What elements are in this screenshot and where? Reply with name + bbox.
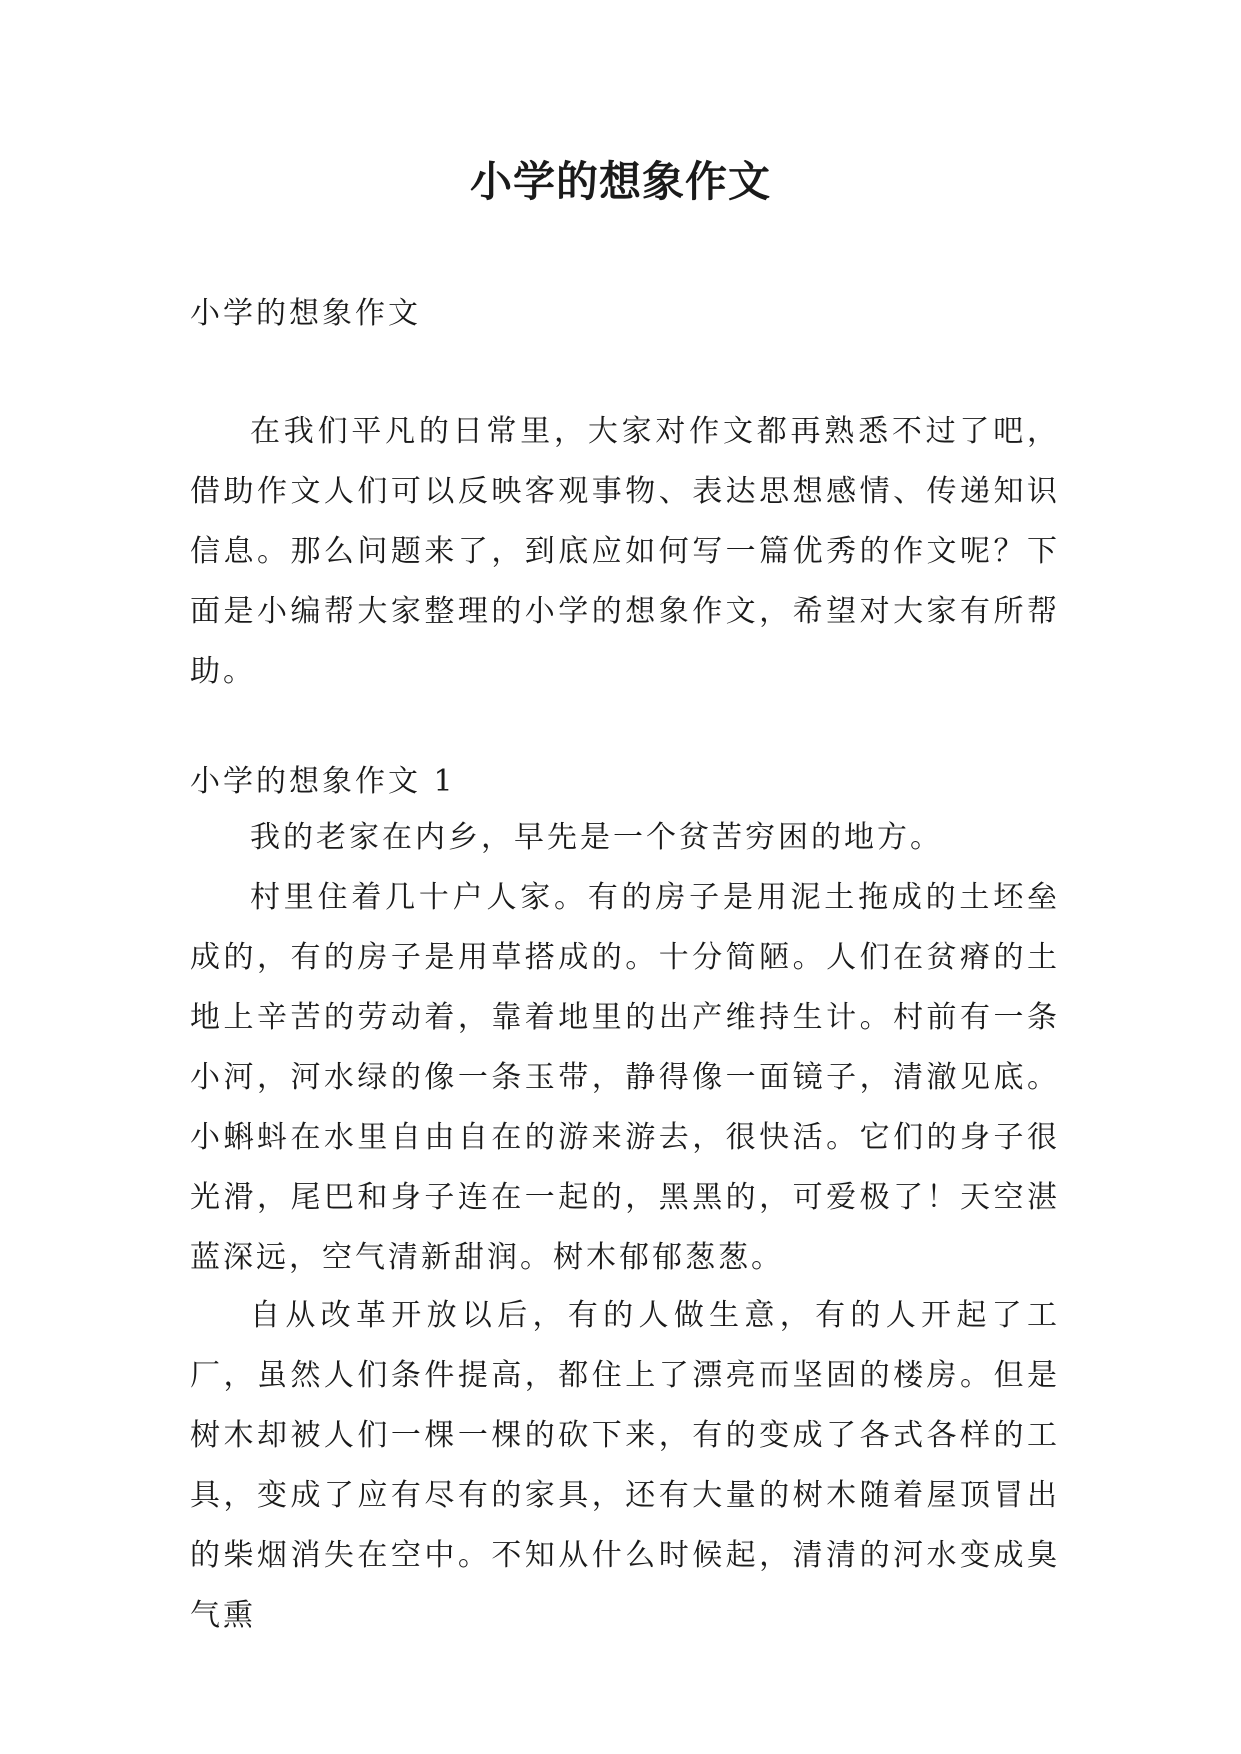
section-paragraph: 自从改革开放以后，有的人做生意，有的人开起了工厂，虽然人们条件提高，都住上了漂亮而坚固的楼房。但是树木却被人们一棵一棵的砍下来，有的变成了各式各样的工具，变成了应有尽有的家具，还有大量的树木随着屋顶冒出的柴烟消失在空中。不知从什么时候起，清清的河水变成臭气熏 <box>190 1298 1060 1633</box>
intro-paragraph: 在我们平凡的日常里，大家对作文都再熟悉不过了吧，借助作文人们可以反映客观事物、表达思想感情、传递知识信息。那么问题来了，到底应如何写一篇优秀的作文呢？下面是小编帮大家整理的小学的想象作文，希望对大家有所帮助。 <box>190 414 1060 689</box>
section-heading: 小学的想象作文 1 <box>190 764 456 799</box>
document-subtitle: 小学的想象作文 <box>190 296 421 331</box>
document-title: 小学的想象作文 <box>469 157 771 206</box>
section-paragraph: 村里住着几十户人家。有的房子是用泥土拖成的土坯垒成的，有的房子是用草搭成的。十分简陋。人们在贫瘠的土地上辛苦的劳动着，靠着地里的出产维持生计。村前有一条小河，河水绿的像一条玉带，静得像一面镜子，清澈见底。小蝌蚪在水里自由自在的游来游去，很快活。它们的身子很光滑，尾巴和身子连在一起的，黑黑的，可爱极了！天空湛蓝深远，空气清新甜润。树木郁郁葱葱。 <box>190 880 1060 1275</box>
section-paragraph: 我的老家在内乡，早先是一个贫苦穷困的地方。 <box>250 820 943 855</box>
